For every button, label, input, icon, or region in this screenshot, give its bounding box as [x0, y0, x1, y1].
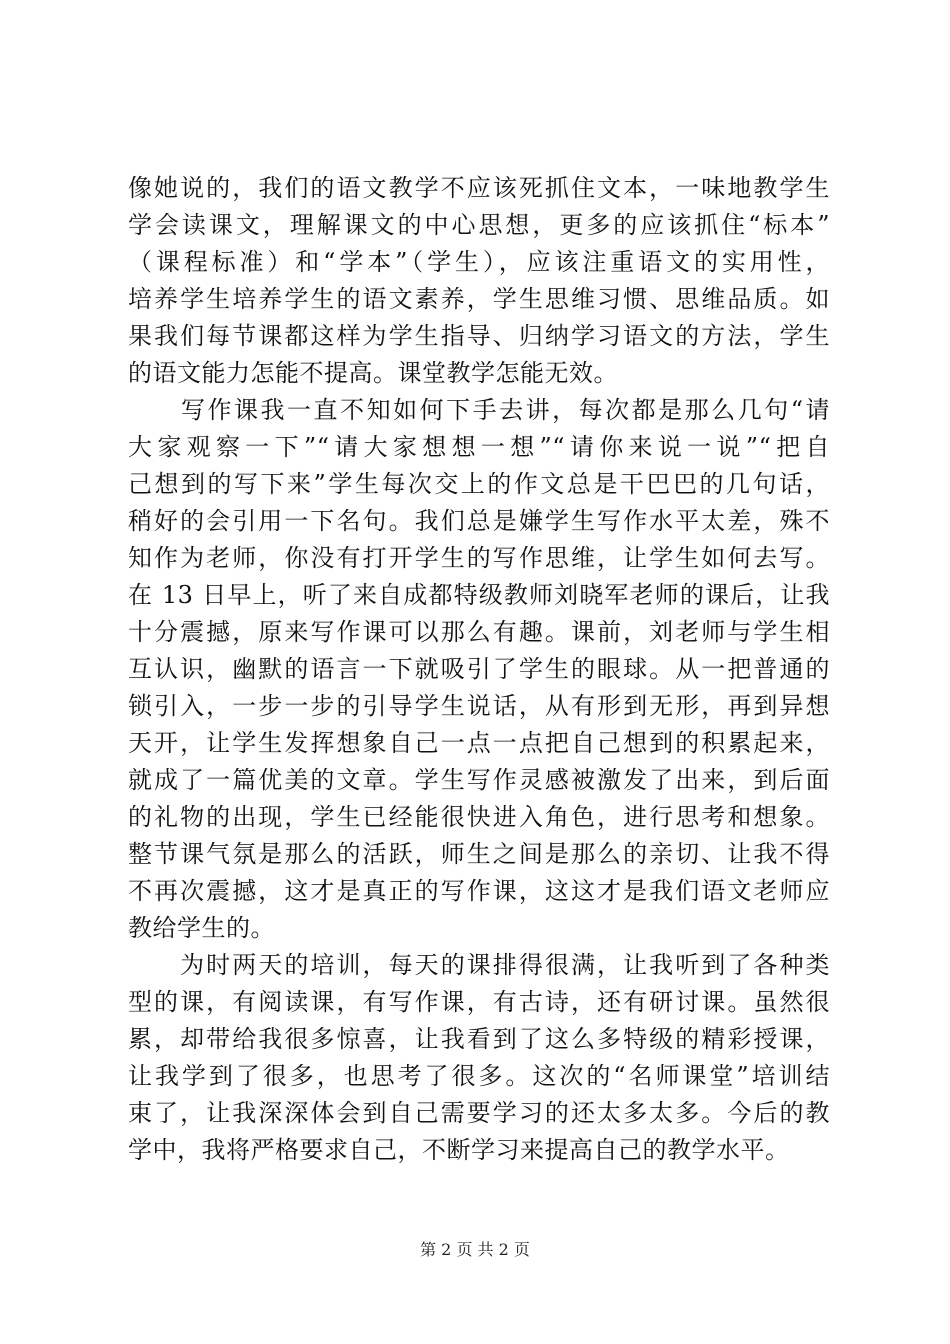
paragraph-2-line-12: 的礼物的出现，学生已经能很快进入角色，进行思考和想象。 — [128, 803, 830, 831]
paragraph-2-line-1: 写作课我一直不知如何下手去讲，每次都是那么几句“请 — [128, 396, 830, 424]
paragraph-2-line-7: 十分震撼，原来写作课可以那么有趣。课前，刘老师与学生相 — [128, 618, 830, 646]
paragraph-2-line-15: 教给学生的。 — [128, 914, 275, 942]
paragraph-1-line-1: 像她说的，我们的语文教学不应该死抓住文本，一味地教学生 — [128, 174, 830, 202]
paragraph-1-line-5: 果我们每节课都这样为学生指导、归纳学习语文的方法，学生 — [128, 322, 830, 350]
paragraph-2-line-10: 天开，让学生发挥想象自己一点一点把自己想到的积累起来， — [128, 729, 830, 757]
document-body — [128, 170, 830, 1169]
paragraph-2-line-6: 在 13 日早上，听了来自成都特级教师刘晓军老师的课后，让我 — [128, 581, 830, 609]
paragraph-1-line-4: 培养学生培养学生的语文素养，学生思维习惯、思维品质。如 — [128, 285, 830, 313]
paragraph-2-line-9: 锁引入，一步一步的引导学生说话，从有形到无形，再到异想 — [128, 692, 830, 720]
paragraph-3-line-3: 累，却带给我很多惊喜，让我看到了这么多特级的精彩授课， — [128, 1025, 830, 1053]
paragraph-3-line-1: 为时两天的培训，每天的课排得很满，让我听到了各种类 — [128, 951, 830, 979]
page-number-footer: 第 2 页 共 2 页 — [420, 1240, 530, 1259]
paragraph-2-line-2: 大家观察一下”“请大家想想一想”“请你来说一说”“把自 — [128, 433, 830, 461]
paragraph-2-line-4: 稍好的会引用一下名句。我们总是嫌学生写作水平太差，殊不 — [128, 507, 830, 535]
paragraph-2-line-13: 整节课气氛是那么的活跃，师生之间是那么的亲切、让我不得 — [128, 840, 830, 868]
paragraph-2-line-14: 不再次震撼，这才是真正的写作课，这这才是我们语文老师应 — [128, 877, 830, 905]
paragraph-3-line-6: 学中，我将严格要求自己，不断学习来提高自己的教学水平。 — [128, 1136, 790, 1164]
paragraph-3-line-2: 型的课，有阅读课，有写作课，有古诗，还有研讨课。虽然很 — [128, 988, 830, 1016]
paragraph-2-line-3: 己想到的写下来”学生每次交上的作文总是干巴巴的几句话， — [128, 470, 830, 498]
paragraph-3-line-5: 束了，让我深深体会到自己需要学习的还太多太多。今后的教 — [128, 1099, 830, 1127]
paragraph-2-line-11: 就成了一篇优美的文章。学生写作灵感被激发了出来，到后面 — [128, 766, 830, 794]
paragraph-1-line-2: 学会读课文，理解课文的中心思想，更多的应该抓住“标本” — [128, 211, 830, 239]
paragraph-1-line-3: （课程标准）和“学本”（学生），应该注重语文的实用性， — [128, 248, 830, 276]
paragraph-2-line-8: 互认识，幽默的语言一下就吸引了学生的眼球。从一把普通的 — [128, 655, 830, 683]
paragraph-3-line-4: 让我学到了很多，也思考了很多。这次的“名师课堂”培训结 — [128, 1062, 830, 1090]
paragraph-2-line-5: 知作为老师，你没有打开学生的写作思维，让学生如何去写。 — [128, 544, 830, 572]
paragraph-1-line-6: 的语文能力怎能不提高。课堂教学怎能无效。 — [128, 359, 618, 387]
